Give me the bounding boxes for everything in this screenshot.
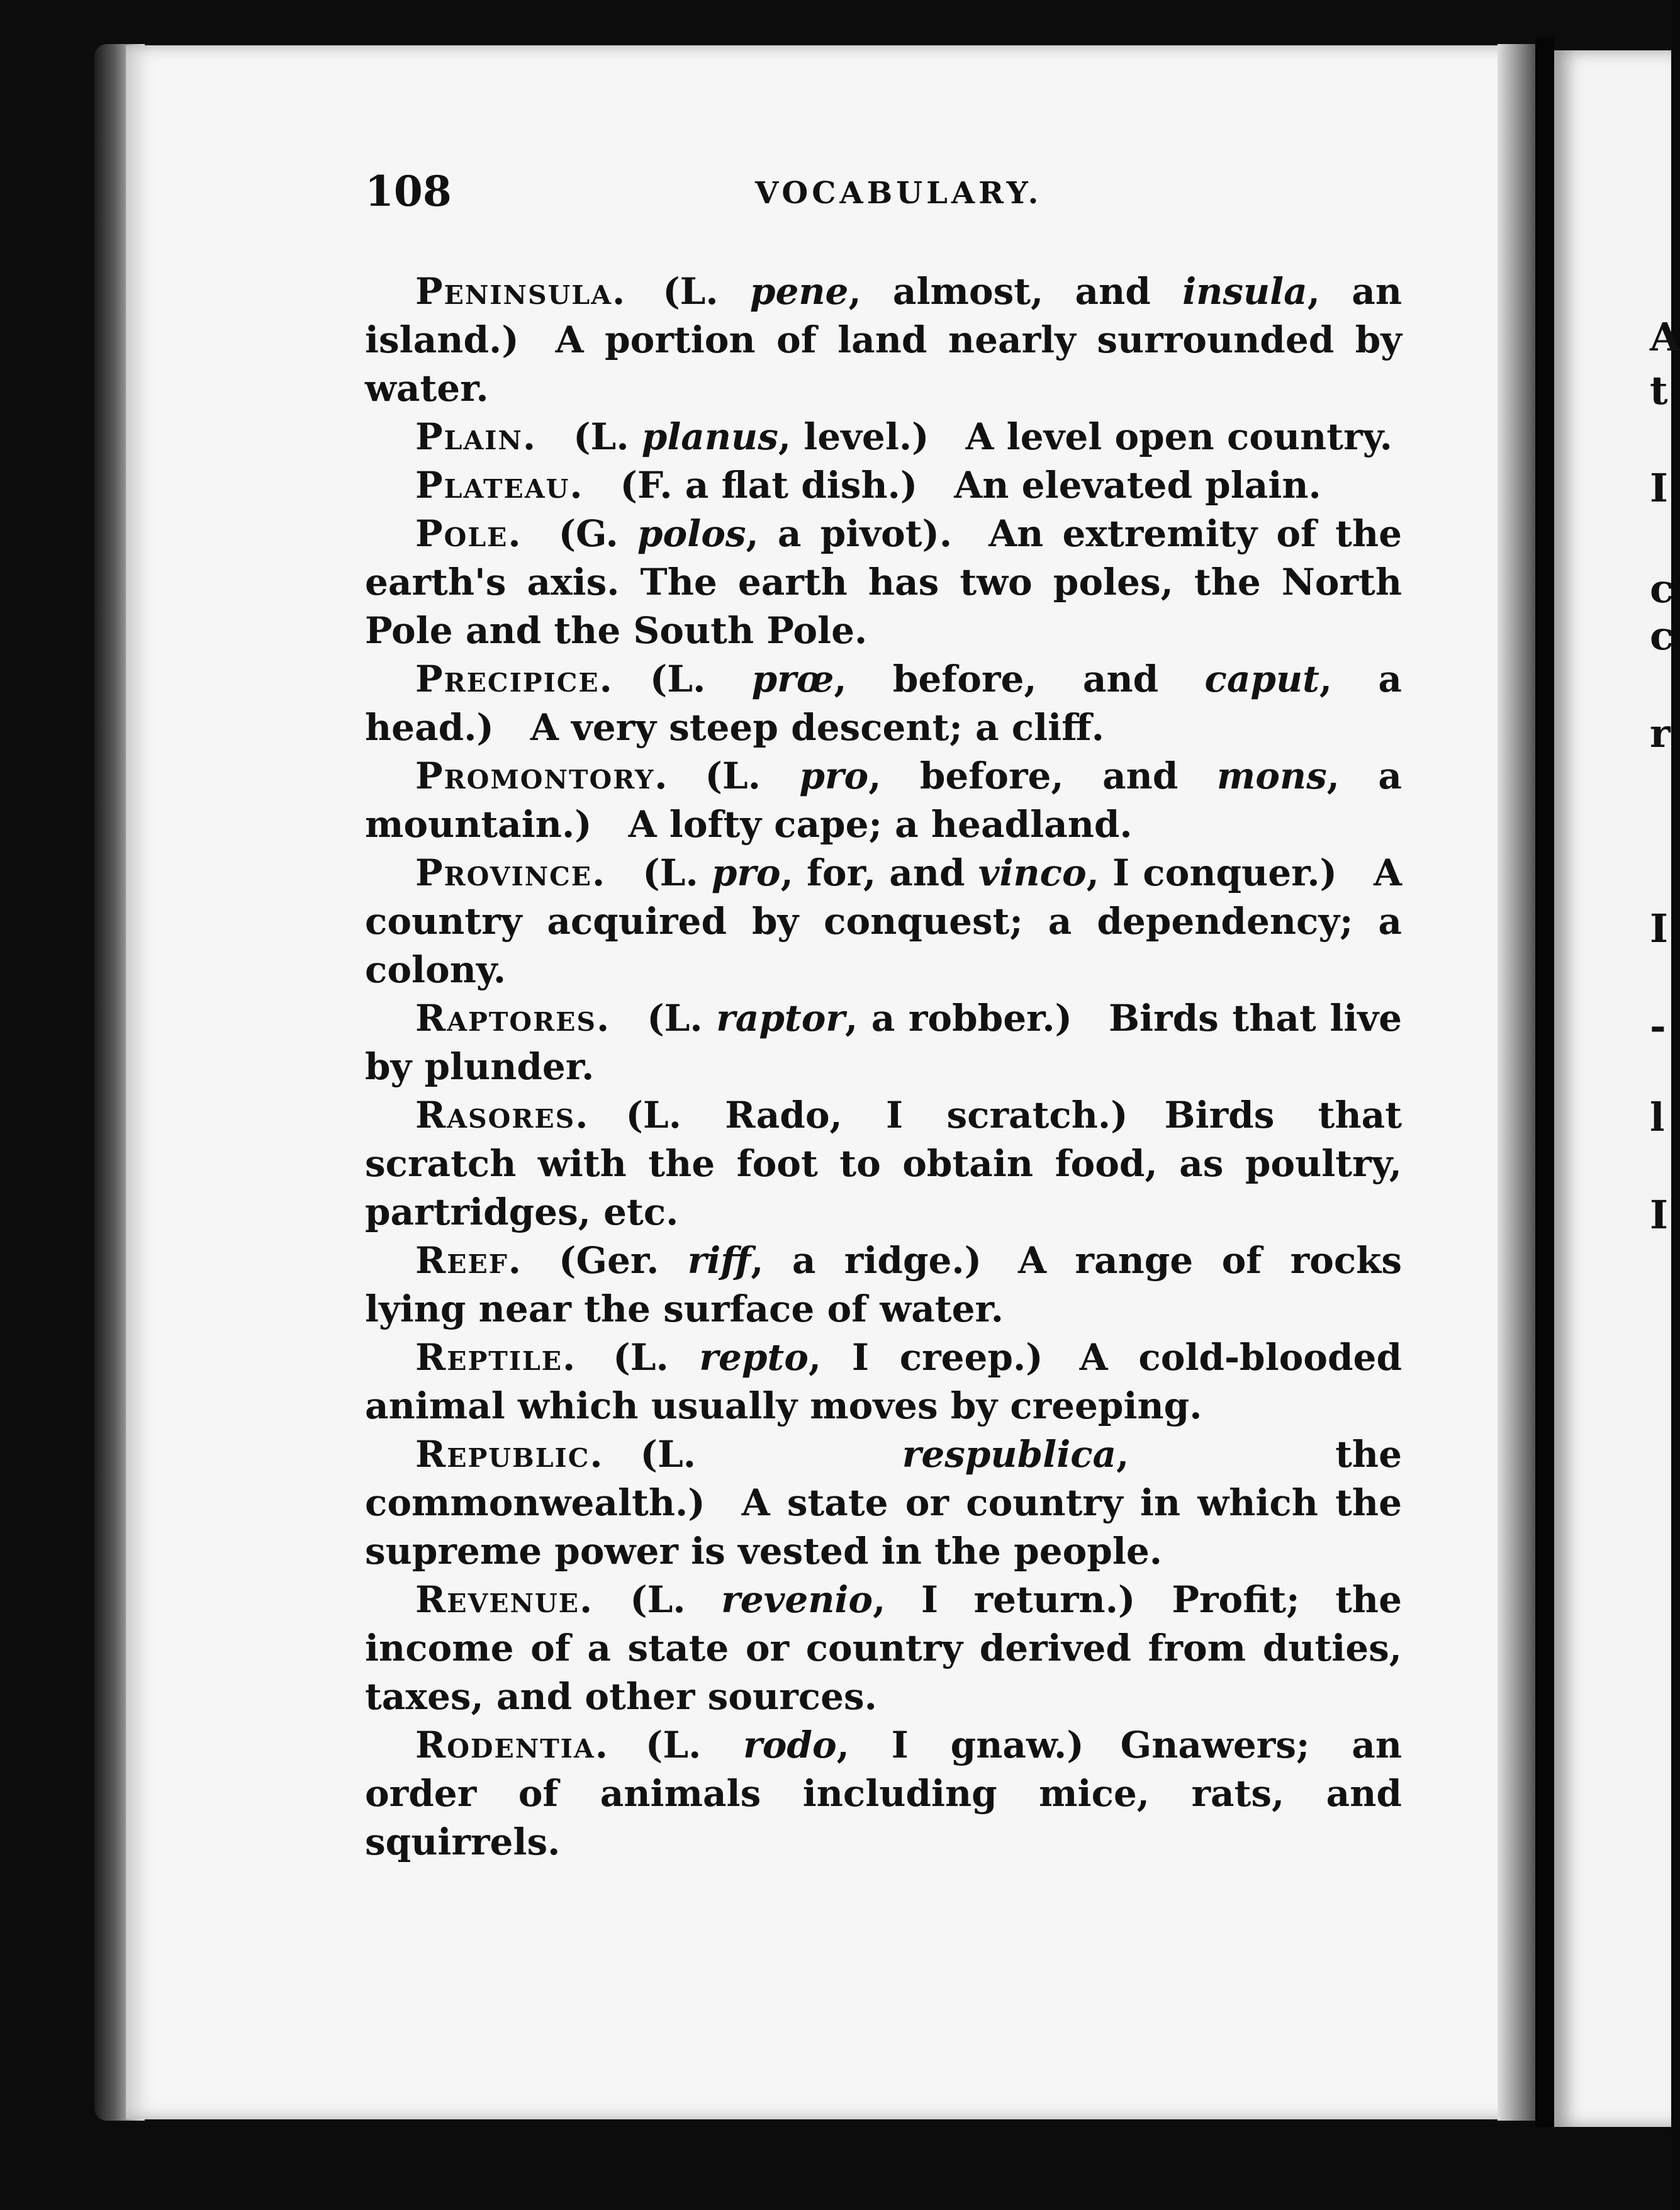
vocabulary-entry bbox=[365, 461, 1402, 510]
entry-term: Pole. bbox=[415, 512, 522, 555]
facing-page-char: c bbox=[1650, 566, 1674, 612]
entry-etymology: (L. pro, for, and vinco, I conquer.) bbox=[642, 851, 1337, 894]
running-head bbox=[365, 167, 1409, 217]
vocabulary-entry bbox=[365, 413, 1402, 461]
entry-term: Rasores. bbox=[415, 1094, 590, 1136]
facing-page-char: l bbox=[1650, 1094, 1665, 1140]
entry-etymology: (L. raptor, a robber.) bbox=[647, 997, 1072, 1040]
entry-term: Raptores. bbox=[415, 997, 611, 1040]
vocabulary-entry bbox=[365, 849, 1402, 994]
entry-term: Promontory. bbox=[415, 754, 669, 797]
entry-etymology: (L. repto, I creep.) bbox=[613, 1336, 1043, 1379]
vocabulary-entry bbox=[365, 655, 1402, 752]
entry-term: Precipice. bbox=[415, 658, 613, 700]
entry-definition: A portion of land nearly surrounded by water. bbox=[365, 318, 1402, 410]
vocabulary-entry bbox=[365, 510, 1402, 655]
vocabulary-entry bbox=[365, 1576, 1402, 1721]
vocabulary-entry bbox=[365, 1333, 1402, 1430]
entry-etymology: (L. Rado, I scratch.) bbox=[625, 1094, 1128, 1136]
entry-etymology: (L. pene, almost, and insula, an island.) bbox=[365, 270, 1402, 361]
entry-etymology: (F. a flat dish.) bbox=[620, 464, 918, 507]
vocabulary-entry bbox=[365, 994, 1402, 1091]
entry-definition: Profit; the income of a state or country derived from duties, taxes, and other sources. bbox=[365, 1578, 1403, 1718]
entry-etymology: (Ger. riff, a ridge.) bbox=[559, 1239, 982, 1282]
entry-etymology: (L. pro, before, and mons, a mountain.) bbox=[365, 754, 1402, 846]
entry-etymology: (G. polos, a pivot). bbox=[558, 512, 953, 555]
entry-etymology: (L. respublica, the commonwealth.) bbox=[365, 1433, 1402, 1524]
entry-term: Plain. bbox=[415, 415, 537, 458]
entry-term: Rodentia. bbox=[415, 1724, 609, 1766]
entry-definition: A very steep descent; a cliff. bbox=[530, 706, 1104, 749]
entry-etymology: (L. revenio, I return.) bbox=[630, 1578, 1136, 1621]
entry-etymology: (L. rodo, I gnaw.) bbox=[645, 1724, 1084, 1766]
page-number: 108 bbox=[365, 167, 452, 216]
facing-page-char: - bbox=[1650, 1003, 1666, 1049]
vocabulary-entry bbox=[365, 267, 1402, 413]
entry-term: Republic. bbox=[415, 1433, 604, 1476]
entry-definition: An extremity of the earth's axis. The earth has two poles, the North Pole and the South Pole. bbox=[365, 512, 1403, 652]
facing-page-char: I bbox=[1650, 465, 1669, 511]
entry-term: Province. bbox=[415, 851, 607, 894]
entry-definition: A lofty cape; a headland. bbox=[628, 803, 1133, 846]
entry-definition: Birds that scratch with the foot to obtain food, as poultry, partridges, etc. bbox=[365, 1094, 1402, 1233]
entry-definition: A state or country in which the supreme power is vested in the people. bbox=[365, 1481, 1402, 1573]
entry-term: Reef. bbox=[415, 1239, 523, 1282]
entry-term: Peninsula. bbox=[415, 270, 627, 313]
facing-page-char: I bbox=[1650, 1192, 1669, 1238]
vocabulary-entry bbox=[365, 1091, 1402, 1237]
vocabulary-entry bbox=[365, 752, 1402, 849]
facing-page-char: t bbox=[1650, 367, 1668, 413]
facing-page-char: A bbox=[1650, 314, 1680, 360]
entry-definition: A country acquired by conquest; a dependency; a colony. bbox=[365, 851, 1402, 991]
facing-page-char: c bbox=[1650, 613, 1674, 659]
vocabulary-entries bbox=[365, 267, 1402, 1866]
entry-term: Revenue. bbox=[415, 1578, 594, 1621]
facing-page-edge bbox=[1554, 50, 1671, 2127]
entry-definition: Gnawers; an order of animals including mice, rats, and squirrels. bbox=[365, 1724, 1402, 1863]
running-head-title: VOCABULARY. bbox=[755, 176, 1043, 211]
vocabulary-entry bbox=[365, 1721, 1402, 1866]
vocabulary-entry bbox=[365, 1237, 1402, 1333]
entry-term: Plateau. bbox=[415, 464, 584, 507]
entry-definition: A level open country. bbox=[965, 415, 1392, 458]
entry-etymology: (L. planus, level.) bbox=[573, 415, 929, 458]
vocabulary-entry bbox=[365, 1430, 1402, 1576]
entry-definition: An elevated plain. bbox=[954, 464, 1321, 507]
entry-etymology: (L. prœ, before, and caput, a head.) bbox=[365, 658, 1403, 749]
entry-definition: A cold-blooded animal which usually moves by creeping. bbox=[365, 1336, 1403, 1427]
entry-term: Reptile. bbox=[415, 1336, 577, 1379]
facing-page-char: I bbox=[1650, 906, 1669, 951]
facing-page-char: r bbox=[1650, 710, 1671, 756]
entry-definition: Birds that live by plunder. bbox=[365, 997, 1402, 1088]
book-gutter bbox=[1535, 38, 1554, 2127]
entry-definition: A range of rocks lying near the surface of water. bbox=[365, 1239, 1402, 1330]
